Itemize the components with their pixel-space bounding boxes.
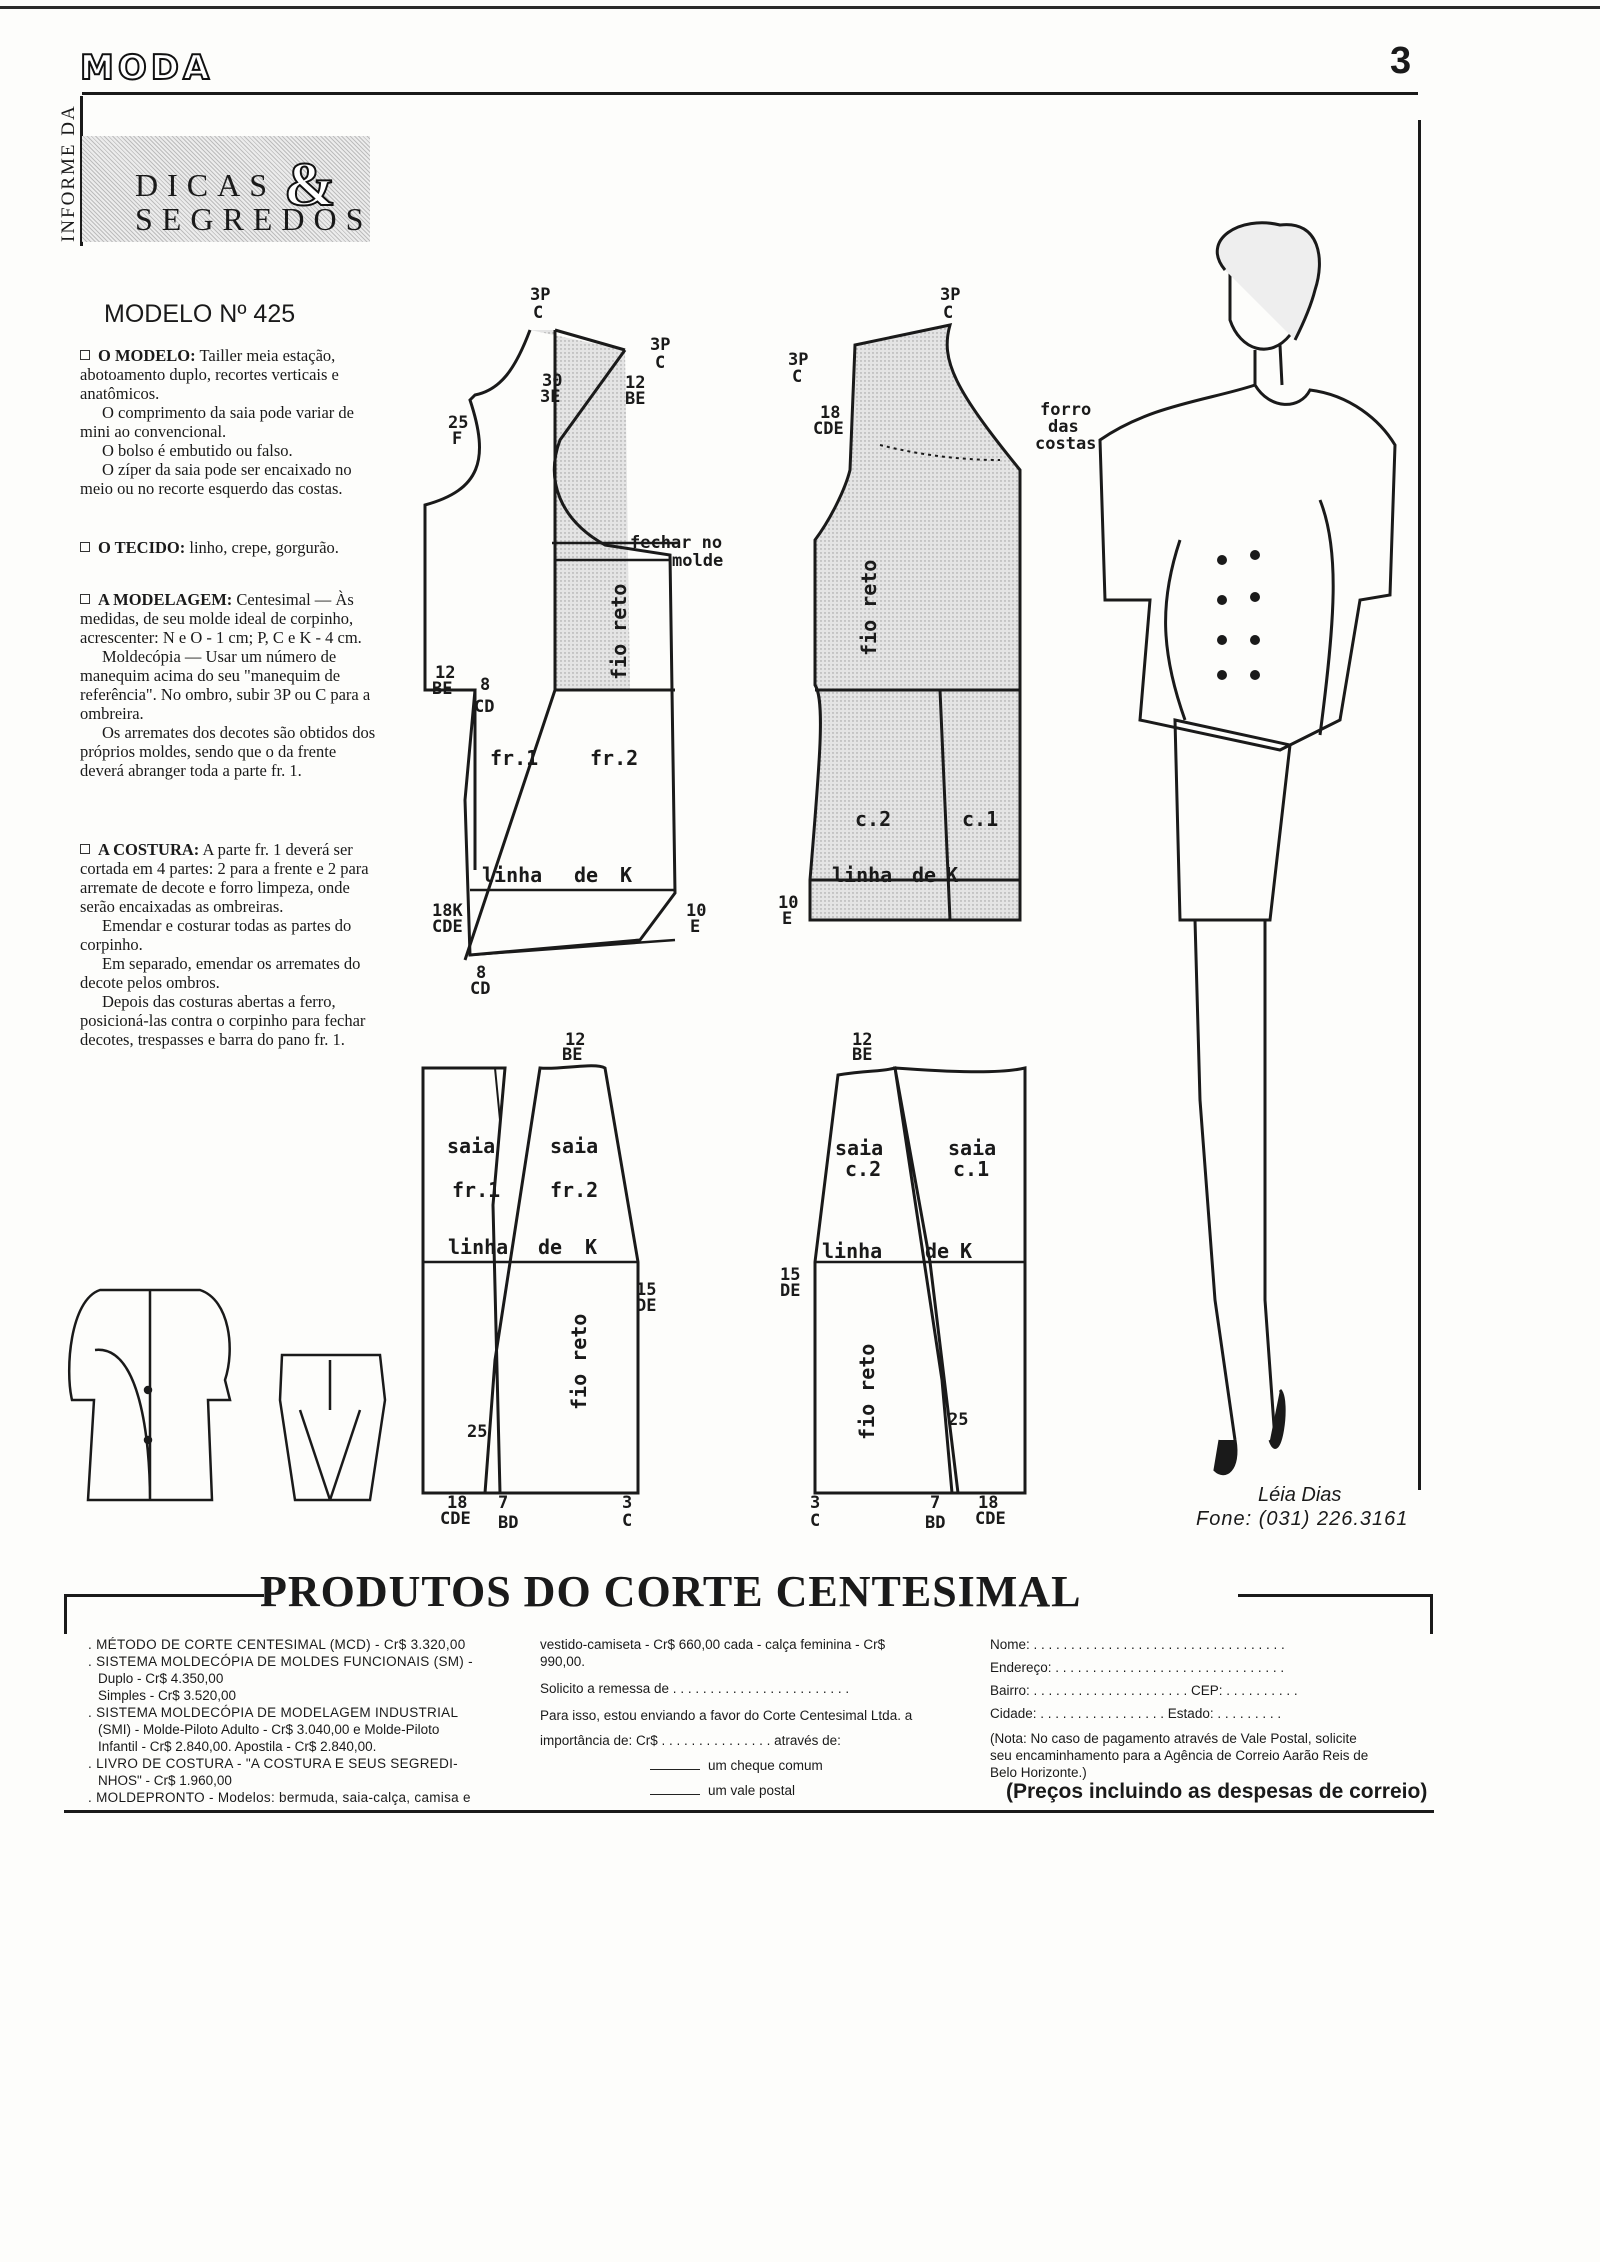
products-item: . MOLDEPRONTO - Modelos: bermuda, saia-calça, camisa e — [88, 1790, 471, 1805]
products-rule-right — [1238, 1594, 1433, 1597]
label-linha-skirt: linha — [448, 1235, 509, 1259]
label-25: 25 — [448, 413, 469, 433]
label-3e: 3E — [540, 387, 561, 407]
products-item: . SISTEMA MOLDECÓPIA DE MOLDES FUNCIONAIS (SM) - — [88, 1654, 473, 1669]
label-3p-b: 3P — [650, 335, 671, 355]
label-18-back: 18 — [820, 403, 841, 423]
label-k-back: K — [946, 863, 959, 887]
label-k-bskirt: K — [960, 1239, 973, 1263]
figure-neck — [1255, 345, 1282, 385]
option-cheque[interactable] — [540, 1757, 960, 1774]
button-icon — [1250, 550, 1260, 560]
label-saia-c1: saia — [948, 1136, 997, 1160]
products-item: Duplo - Cr$ 4.350,00 — [98, 1671, 224, 1686]
flat-sketches — [69, 1290, 385, 1500]
label-saia-c2: saia — [835, 1136, 884, 1160]
label-saia-fr1: saia — [447, 1134, 496, 1158]
legs — [1195, 920, 1275, 1440]
order-line: Para isso, estou enviando a favor do Corte Centesimal Ltda. a — [540, 1708, 913, 1723]
button-icon — [145, 1387, 151, 1393]
section-ampersand: & — [284, 151, 336, 219]
label-k-skirt: K — [585, 1235, 598, 1259]
label-25-skirt: 25 — [467, 1422, 488, 1442]
order-line: importância de: Cr$ . . . . . . . . . . . . . . . através de: — [540, 1733, 841, 1748]
modelagem-text: Centesimal — Às medidas, de seu molde ideal de corpinho, acrescenter: N e O - 1 cm; P, C e K - 4 cm. — [80, 590, 362, 647]
label-de-15b: DE — [780, 1281, 801, 1301]
label-de-15: DE — [636, 1296, 657, 1316]
products-bottom-rule — [64, 1810, 1434, 1813]
label-fio-reto-back: fio reto — [857, 559, 881, 656]
label-10: 10 — [686, 901, 707, 921]
label-fechar: fechar no — [630, 533, 723, 553]
modelo-text: Tailler meia estação, abotoamento duplo, recortes verticais e anatômicos. — [80, 346, 339, 403]
label-fr1-skirt: fr.1 — [452, 1178, 501, 1202]
products-item: . MÉTODO DE CORTE CENTESIMAL (MCD) - Cr$ 3.320,00 — [88, 1637, 466, 1652]
magazine-logo: MODA — [80, 48, 214, 88]
label-10-back: 10 — [778, 893, 799, 913]
label-12-side: 12 — [435, 663, 456, 683]
prices-note: (Preços incluindo as despesas de correio) — [1006, 1780, 1428, 1803]
button-icon — [145, 1437, 151, 1443]
label-linha-back: linha — [832, 863, 893, 887]
author-phone: Fone: (031) 226.3161 — [1196, 1508, 1409, 1530]
label-e-back: E — [782, 909, 793, 929]
modelo-text-d: O zíper da saia pode ser encaixado no meio ou no recorte esquerdo das costas. — [80, 460, 352, 498]
label-forro: forro — [1040, 400, 1092, 420]
label-7-skirt: 7 — [498, 1493, 509, 1513]
label-de-skirt: de — [538, 1235, 563, 1259]
label-costas: costas — [1035, 434, 1097, 454]
label-cd-b: CD — [470, 979, 491, 999]
label-c-back-b: C — [792, 367, 803, 387]
label-be-bskirt: BE — [852, 1045, 873, 1065]
label-fio-reto-skirt: fio reto — [567, 1313, 591, 1410]
modelagem-text-c: Os arremates dos decotes são obtidos dos próprios moldes, sendo que o da frente deverá abranger toda a parte fr. 1. — [80, 723, 376, 780]
costura-label: A COSTURA: — [98, 840, 200, 859]
option-vale[interactable] — [540, 1782, 960, 1799]
label-c1: c.1 — [962, 807, 999, 831]
label-3-bskirt: 3 — [810, 1493, 821, 1513]
order-line: 990,00. — [540, 1654, 586, 1669]
side-label-text: INFORME DA — [58, 104, 79, 242]
label-12: 12 — [625, 373, 646, 393]
option-cheque-label: um cheque comum — [708, 1758, 823, 1773]
label-molde: molde — [672, 551, 724, 571]
label-fio-reto-bskirt: fio reto — [855, 1343, 879, 1440]
label-bd-bskirt: BD — [925, 1513, 946, 1533]
label-cd: CD — [474, 697, 495, 717]
front-skirt-outline — [423, 1066, 638, 1493]
jacket-seams — [1166, 500, 1334, 735]
label-f: F — [452, 429, 463, 449]
jacket-back-sketch — [69, 1290, 230, 1500]
modelo-text-b: O comprimento da saia pode variar de mini ao convencional. — [80, 403, 354, 441]
label-8-b: 8 — [476, 963, 487, 983]
button-icon — [1250, 670, 1260, 680]
section-title-line2: SEGREDOS — [135, 201, 373, 237]
products-rule-left — [64, 1594, 264, 1597]
label-fr2: fr.2 — [590, 746, 639, 770]
label-30: 30 — [542, 371, 563, 391]
label-fr2-skirt: fr.2 — [550, 1178, 599, 1202]
costura-text-b: Emendar e costurar todas as partes do corpinho. — [80, 916, 352, 954]
label-be: BE — [625, 389, 646, 409]
label-15: 15 — [636, 1280, 657, 1300]
label-das: das — [1048, 417, 1079, 437]
left-shoe — [1215, 1440, 1236, 1474]
label-de-bskirt: de — [925, 1239, 950, 1263]
order-line: Solicito a remessa de . . . . . . . . . . . . . . . . . . . . . . . . — [540, 1681, 850, 1696]
note-line: Belo Horizonte.) — [990, 1765, 1087, 1780]
products-col1 — [88, 1636, 528, 1806]
button-icon — [1250, 592, 1260, 602]
label-linha: linha — [482, 863, 543, 887]
option-vale-label: um vale postal — [708, 1783, 796, 1798]
products-item: NHOS" - Cr$ 1.960,00 — [98, 1773, 232, 1788]
label-bd-skirt: BD — [498, 1513, 519, 1533]
label-cde-skirt: CDE — [440, 1509, 471, 1529]
button-icon — [1217, 555, 1227, 565]
field-endereco[interactable]: Endereço: . . . . . . . . . . . . . . . . . . . . . . . . . . . . . . . — [990, 1660, 1285, 1675]
label-c2-skirt: c.2 — [845, 1157, 882, 1181]
products-col2 — [540, 1636, 960, 1799]
label-fio-reto-front: fio reto — [607, 583, 631, 680]
figure-hair — [1217, 223, 1319, 340]
costura-text-d: Depois das costuras abertas a ferro, posicioná-las contra o corpinho para fechar decotes, trespasses e barra do pano fr. 1. — [80, 992, 366, 1049]
label-fr1: fr.1 — [490, 746, 539, 770]
label-c-bskirt: C — [810, 1511, 821, 1531]
note-line: (Nota: No caso de pagamento através de Vale Postal, solicite — [990, 1731, 1357, 1746]
back-skirt-outline — [815, 1068, 1025, 1493]
jacket-buttons — [1217, 550, 1260, 680]
label-be-skirt: BE — [562, 1045, 583, 1065]
products-title: PRODUTOS DO CORTE CENTESIMAL — [260, 1567, 1082, 1616]
front-skirt-line — [423, 1262, 638, 1400]
label-25-bskirt: 25 — [948, 1410, 969, 1430]
label-e: E — [690, 917, 701, 937]
label-18k: 18K — [432, 901, 463, 921]
label-de-back: de — [912, 863, 937, 887]
label-cde-bskirt: CDE — [975, 1509, 1006, 1529]
label-3p-back: 3P — [940, 285, 961, 305]
modelagem-text-b: Moldecópia — Usar um número de manequim acima do seu "manequim de referência". No ombro, subir 3P ou C para a ombreira. — [80, 647, 371, 723]
field-bairro-cep[interactable]: Bairro: . . . . . . . . . . . . . . . . . . . . . CEP: . . . . . . . . . . — [990, 1683, 1298, 1698]
label-3-skirt: 3 — [622, 1493, 633, 1513]
label-de: de — [574, 863, 599, 887]
label-12-skirt: 12 — [565, 1030, 586, 1050]
modelo-text-c: O bolso é embutido ou falso. — [102, 441, 293, 460]
label-k: K — [620, 863, 633, 887]
field-nome[interactable]: Nome: . . . . . . . . . . . . . . . . . . . . . . . . . . . . . . . . . . — [990, 1637, 1285, 1652]
costura-text: A parte fr. 1 deverá ser cortada em 4 partes: 2 para a frente e 2 para arremate de decote e forro limpeza, onde serão encaixadas as ombreiras. — [80, 840, 369, 916]
products-bracket-right — [1430, 1594, 1433, 1634]
label-c1-skirt: c.1 — [953, 1157, 990, 1181]
label-3p-back-b: 3P — [788, 350, 809, 370]
button-icon — [1217, 635, 1227, 645]
label-cde-back: CDE — [813, 419, 844, 439]
fashion-illustration — [1100, 223, 1395, 1474]
front-skirt-dart — [495, 1068, 505, 1120]
label-8: 8 — [480, 675, 491, 695]
button-icon — [1250, 635, 1260, 645]
model-title: MODELO Nº 425 — [104, 300, 296, 328]
products-item: . LIVRO DE COSTURA - "A COSTURA E SEUS SEGREDI- — [88, 1756, 458, 1771]
order-line: vestido-camiseta - Cr$ 660,00 cada - calça feminina - Cr$ — [540, 1637, 886, 1652]
costura-text-c: Em separado, emendar os arremates do decote pelos ombros. — [80, 954, 361, 992]
page-number: 3 — [1390, 40, 1412, 82]
products-item: (SMI) - Molde-Piloto Adulto - Cr$ 3.040,00 e Molde-Piloto — [98, 1722, 440, 1737]
jacket-outline — [1100, 385, 1395, 750]
label-18-bskirt: 18 — [978, 1493, 999, 1513]
products-item: Simples - Cr$ 3.520,00 — [98, 1688, 237, 1703]
label-3p: 3P — [530, 285, 551, 305]
skirt-outline — [1175, 720, 1290, 920]
field-cidade-estado[interactable]: Cidade: . . . . . . . . . . . . . . . . . Estado: . . . . . . . . . — [990, 1706, 1282, 1721]
products-item: . SISTEMA MOLDECÓPIA DE MODELAGEM INDUSTRIAL — [88, 1705, 459, 1720]
label-cde: CDE — [432, 917, 463, 937]
section-title-line1: DICAS — [135, 167, 277, 203]
button-icon — [1217, 670, 1227, 680]
label-be-side: BE — [432, 679, 453, 699]
label-c-back: C — [943, 303, 954, 323]
label-c-b: C — [655, 353, 666, 373]
label-saia-fr2: saia — [550, 1134, 599, 1158]
label-7-bskirt: 7 — [930, 1493, 941, 1513]
label-15-b: 15 — [780, 1265, 801, 1285]
label-18-skirt: 18 — [447, 1493, 468, 1513]
skirt-sketch — [280, 1355, 385, 1500]
modelo-label: O MODELO: — [98, 346, 196, 365]
label-12-bskirt: 12 — [852, 1030, 873, 1050]
modelagem-label: A MODELAGEM: — [98, 590, 233, 609]
tecido-label: O TECIDO: — [98, 538, 186, 557]
products-col3 — [990, 1636, 1420, 1781]
products-item: Infantil - Cr$ 2.840,00. Apostila - Cr$ 2.840,00. — [98, 1739, 377, 1754]
tecido-text: linho, crepe, gorgurão. — [189, 538, 339, 557]
products-bracket-left — [64, 1594, 67, 1634]
label-c2: c.2 — [855, 807, 892, 831]
label-linha-bskirt: linha — [822, 1239, 883, 1263]
author-name: Léia Dias — [1258, 1484, 1342, 1506]
label-c-skirt: C — [622, 1511, 633, 1531]
note-line: seu encaminhamento para a Agência de Correio Aarão Reis de — [990, 1748, 1369, 1763]
button-icon — [1217, 595, 1227, 605]
label-c: C — [533, 303, 544, 323]
